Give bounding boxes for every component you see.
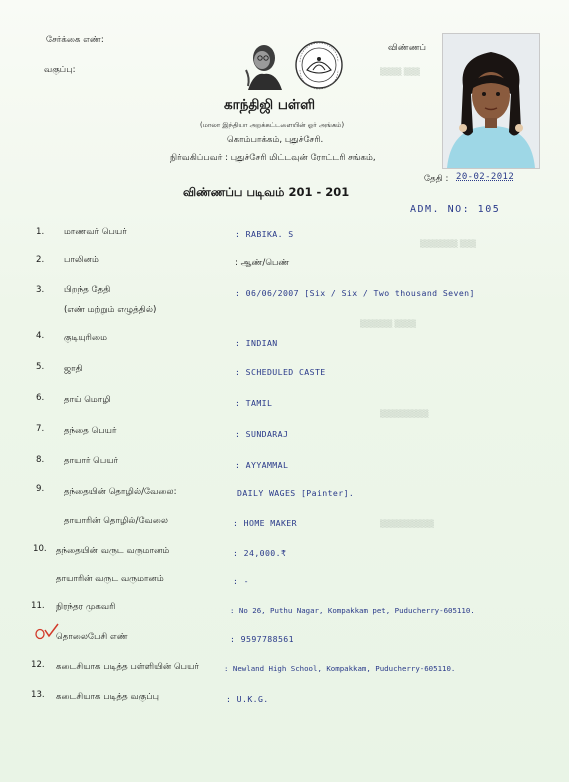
field-number: 8. [36, 455, 45, 465]
field-value-dob: : 06/06/2007 [Six / Six / Two thousand Seven] [235, 288, 475, 298]
bleed-through-text: ▒▒▒▒▒▒▒▒▒▒ [380, 520, 434, 528]
field-label-mother-tongue: தாய் மொழி [64, 395, 111, 405]
field-number: 5. [36, 362, 45, 372]
field-value-last-class: : U.K.G. [226, 694, 269, 704]
field-number: 13. [31, 690, 45, 700]
bleed-through-text: ▒▒▒▒▒▒▒▒▒ [380, 410, 429, 418]
application-number-label: விண்ணப் [388, 43, 427, 53]
field-value-gender: : ஆண்/பெண் [235, 258, 290, 268]
field-number: 9. [36, 484, 45, 494]
field-label-nationality: குடியுரிமை [64, 333, 108, 343]
field-value-father-occupation: DAILY WAGES [Painter]. [237, 488, 355, 498]
student-photo-image [443, 34, 539, 168]
field-label-last-school: கடைசியாக படித்த பள்ளியின் பெயர் [56, 662, 199, 672]
field-number: 10. [33, 544, 47, 554]
rotary-lotus-emblem-icon [294, 40, 344, 90]
school-name: காந்திஜி பள்ளி [224, 97, 315, 113]
field-value-phone: : 9597788561 [230, 634, 294, 644]
field-value-mother-occupation: : HOME MAKER [233, 518, 297, 528]
field-label-last-class: கடைசியாக படித்த வகுப்பு [56, 692, 160, 702]
field-label-gender: பாலினம் [64, 255, 99, 265]
field-label-mother-name: தாயார் பெயர் [64, 456, 119, 466]
field-sublabel-dob: (எண் மற்றும் எழுத்தில்) [64, 305, 157, 315]
field-number: 2. [36, 255, 45, 265]
form-title: விண்ணப்ப படிவம் 201 - 201 [183, 185, 350, 199]
field-value-father-name: : SUNDARAJ [235, 429, 289, 439]
field-label-father-occupation: தந்தையின் தொழில்/வேலை: [64, 487, 177, 497]
field-label-caste: ஜாதி [64, 364, 83, 374]
bleed-through-text: ▒▒▒▒ ▒▒▒ [380, 68, 420, 76]
field-number: 1. [36, 227, 45, 237]
student-photo [442, 33, 540, 169]
field-number: 6. [36, 393, 45, 403]
school-administrator: நிர்வகிப்பவர் : புதுச்சேரி மிட்டவுன் ரோட்டரி சங்கம், [170, 153, 376, 163]
date-value: 20-02-2012 [456, 172, 515, 182]
class-label: வகுப்பு: [44, 65, 76, 75]
field-value-nationality: : INDIAN [235, 338, 278, 348]
bleed-through-text: ▒▒▒▒▒▒ ▒▒▒▒ [360, 320, 417, 328]
admission-number-handwritten: ADM. NO: 105 [410, 204, 501, 215]
field-label-dob: பிறந்த தேதி [64, 285, 111, 295]
field-number: 11. [31, 601, 45, 611]
field-value-caste: : SCHEDULED CASTE [235, 367, 326, 377]
admission-number-label: சேர்க்கை எண்: [46, 35, 104, 45]
bleed-through-text: ▒▒▒▒▒▒▒ ▒▒▒ [420, 240, 477, 248]
date-label: தேதி : [424, 174, 449, 184]
field-label-father-name: தந்தை பெயர் [64, 426, 117, 436]
field-value-mother-tongue: : TAMIL [235, 398, 273, 408]
field-value-last-school: : Newland High School, Kompakkam, Puducherry-605110. [224, 664, 456, 673]
school-address: கொம்பாக்கம், புதுச்சேரி. [227, 135, 324, 145]
field-label-mother-income: தாயாரின் வருட வருமானம் [56, 574, 164, 584]
field-number: 12. [31, 660, 45, 670]
field-value-father-income: : 24,000.₹ [233, 548, 287, 558]
field-label-student-name: மாணவர் பெயர் [64, 227, 127, 237]
gandhi-portrait-logo-icon [240, 40, 288, 92]
school-affiliation: (மாலா இந்தியா அறக்கட்டளையின் ஓர் அங்கம்) [200, 121, 345, 129]
field-number: 7. [36, 424, 45, 434]
field-label-mother-occupation: தாயாரின் தொழில்/வேலை [64, 516, 169, 526]
field-value-student-name: : RABIKA. S [235, 229, 294, 239]
field-value-mother-income: : - [233, 576, 249, 586]
field-number: 3. [36, 285, 45, 295]
field-value-mother-name: : AYYAMMAL [235, 460, 289, 470]
field-value-permanent-address: : No 26, Puthu Nagar, Kompakkam pet, Puducherry-605110. [230, 606, 475, 615]
field-label-father-income: தந்தையின் வருட வருமானம் [56, 546, 170, 556]
field-label-phone: தொலைபேசி எண் [56, 632, 128, 642]
field-label-permanent-address: நிரந்தர முகவரி [56, 602, 116, 612]
field-number: 4. [36, 331, 45, 341]
